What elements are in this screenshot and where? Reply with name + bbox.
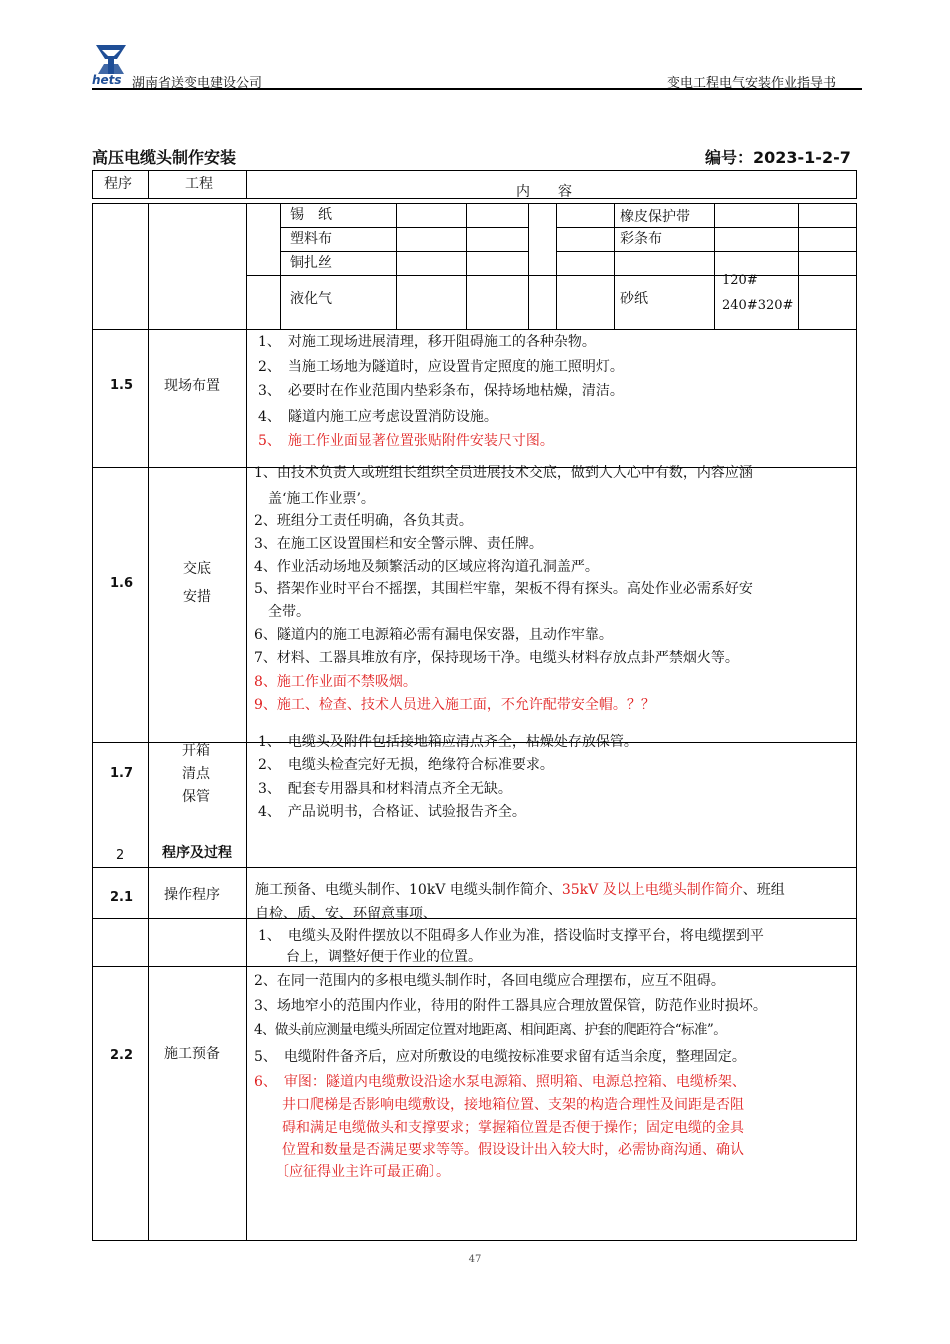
procedure-text: 施工预备、电缆头制作、10kV 电缆头制作简介、 xyxy=(255,882,562,898)
list-item: 1、由技术负责人或班组长组织全员进展技术交底，做到人人心中有数，内容应涵 xyxy=(254,465,753,481)
list-item-highlighted: 6、 审图：隧道内电缆敷设沿途水泵电源箱、照明箱、电源总控箱、电缆桥架、 xyxy=(254,1074,746,1090)
material-striped-cloth: 彩条布 xyxy=(620,231,662,247)
header-cell-content: 内 容 xyxy=(516,184,572,200)
list-item: 2、 电缆头检查完好无损，绝缘符合标准要求。 xyxy=(258,757,554,773)
list-item-highlighted: 碍和满足电缆做头和支撑要求；掌握箱位置是否便于操作；固定电缆的金具 xyxy=(254,1120,744,1136)
section-number: 1.5 xyxy=(110,378,134,393)
list-item: 3、在施工区设置围栏和安全警示牌、责任牌。 xyxy=(254,536,543,552)
list-item: 4、做头前应测量电缆头所固定位置对地距离、相间距离、护套的爬距符合“标准”。 xyxy=(254,1022,727,1038)
section-name: 保管 xyxy=(182,789,210,805)
list-item-highlighted: 井口爬梯是否影响电缆敷设，接地箱位置、支架的构造合理性及间距是否阻 xyxy=(254,1097,744,1113)
list-item: 6、隧道内的施工电源箱必需有漏电保安器，且动作牢靠。 xyxy=(254,627,613,643)
section-name: 操作程序 xyxy=(164,887,220,903)
list-item-highlighted: 9、施工、检查、技术人员进入施工面，不允许配带安全帽。？？ xyxy=(254,697,655,713)
company-name: 湖南省送变电建设公司 xyxy=(132,76,263,91)
list-item: 盖‘施工作业票’。 xyxy=(254,491,375,507)
list-item: 1、 电缆头及附件包括接地箱应清点齐全，枯燥处存放保管。 xyxy=(258,734,638,750)
list-item: 全带。 xyxy=(254,604,310,620)
procedure-text: 、班组 xyxy=(742,882,785,898)
procedure-line-1 xyxy=(255,879,785,901)
procedure-line-2: 自检、质、安、环留意事项、 xyxy=(255,906,437,922)
material-liquefied-gas: 液化气 xyxy=(290,291,332,307)
section-2-name: 程序及过程 xyxy=(162,845,232,861)
list-item: 3、场地窄小的范围内作业，待用的附件工器具应合理放置保管，防范作业时损坏。 xyxy=(254,998,767,1014)
list-item: 1、 电缆头及附件摆放以不阻碍多人作业为准，搭设临时支撑平台，将电缆摆到平 xyxy=(258,928,764,944)
list-item: 4、 产品说明书，合格证、试验报告齐全。 xyxy=(258,804,526,820)
section-number: 1.6 xyxy=(110,576,134,591)
list-item: 2、在同一范围内的多根电缆头制作时，各回电缆应合理摆布，应互不阻碍。 xyxy=(254,973,725,989)
list-item: 4、 隧道内施工应考虑设置消防设施。 xyxy=(258,409,498,425)
section-name: 交底 xyxy=(183,561,211,577)
header-cell-procedure: 程序 xyxy=(104,176,132,192)
header-divider xyxy=(92,88,862,90)
section-name: 开箱 xyxy=(182,743,210,759)
list-item: 台上，调整好便于作业的位置。 xyxy=(258,949,482,965)
section-number: 1.7 xyxy=(110,766,134,781)
material-sandpaper: 砂纸 xyxy=(620,291,648,307)
logo-text: hets xyxy=(92,73,122,87)
list-item: 3、 必要时在作业范围内垫彩条布，保持场地枯燥，清洁。 xyxy=(258,383,624,399)
procedure-text-highlighted: 35kV 及以上电缆头制作简介 xyxy=(561,882,743,898)
list-item-highlighted: 〔应征得业主许可最正确〕。 xyxy=(254,1164,450,1180)
page-title: 高压电缆头制作安装 xyxy=(92,148,237,167)
material-rubber-tape: 橡皮保护带 xyxy=(620,209,690,225)
section-name: 安措 xyxy=(183,589,211,605)
list-item-highlighted: 8、施工作业面不禁吸烟。 xyxy=(254,674,417,690)
list-item: 2、班组分工责任明确，各负其责。 xyxy=(254,513,473,529)
document-type: 变电工程电气安装作业指导书 xyxy=(667,76,837,91)
list-item: 4、作业活动场地及频繁活动的区域应将沟道孔洞盖严。 xyxy=(254,559,599,575)
section-number: 2.1 xyxy=(110,890,134,905)
list-item: 5、 电缆附件备齐后，应对所敷设的电缆按标准要求留有适当余度，整理固定。 xyxy=(254,1049,746,1065)
list-item: 7、材料、工器具堆放有序，保持现场干净。电缆头材料存放点卦严禁烟火等。 xyxy=(254,650,739,666)
header-cell-process: 工程 xyxy=(185,176,213,192)
section-name: 施工预备 xyxy=(164,1046,220,1062)
sandpaper-spec-240-320: 240#320# xyxy=(722,298,794,313)
list-item: 1、 对施工现场进展清理，移开阻碍施工的各种杂物。 xyxy=(258,334,596,350)
sandpaper-spec-120: 120# xyxy=(722,273,758,288)
document-number: 编号：2023-1-2-7 xyxy=(705,148,851,167)
list-item: 2、 当施工场地为隧道时，应设置肯定照度的施工照明灯。 xyxy=(258,359,624,375)
list-item: 5、搭架作业时平台不摇摆，其围栏牢靠，架板不得有探头。高处作业必需系好安 xyxy=(254,581,753,597)
section-name: 清点 xyxy=(182,766,210,782)
list-item: 3、 配套专用器具和材料清点齐全无缺。 xyxy=(258,781,512,797)
section-name: 现场布置 xyxy=(164,378,220,394)
list-item-highlighted: 5、 施工作业面显著位置张贴附件安装尺寸图。 xyxy=(258,433,554,449)
section-2-number: 2 xyxy=(116,848,125,863)
material-plastic-cloth: 塑料布 xyxy=(290,231,332,247)
material-tin-foil: 锡 纸 xyxy=(290,207,332,223)
list-item-highlighted: 位置和数量是否满足要求等等。假设设计出入较大时，必需协商沟通、确认 xyxy=(254,1142,744,1158)
company-logo xyxy=(92,42,130,88)
section-number: 2.2 xyxy=(110,1048,134,1063)
page-number: 47 xyxy=(468,1254,482,1265)
material-copper-wire: 铜扎丝 xyxy=(290,255,332,271)
